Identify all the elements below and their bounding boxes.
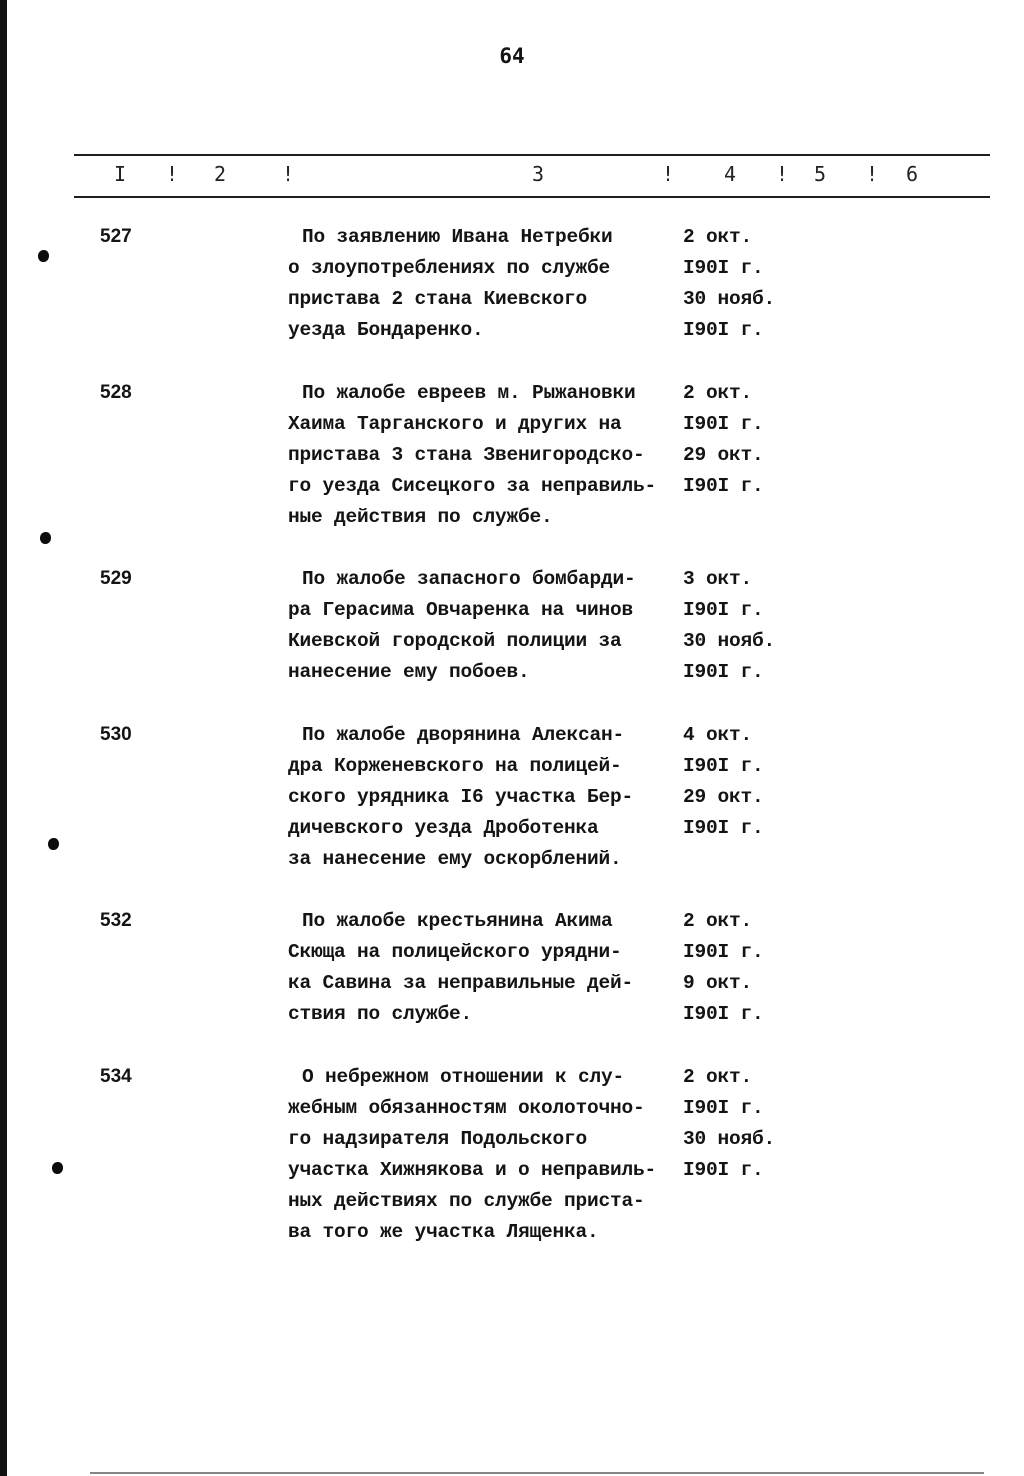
entry-description: ствия по службе. xyxy=(288,1003,473,1025)
entry-description: пристава 2 стана Киевского xyxy=(288,288,588,310)
page-number: 64 xyxy=(499,44,525,68)
entry-line xyxy=(288,222,808,253)
entry-description: По заявлению Ивана Нетребки xyxy=(302,226,613,248)
entry-date: 2 окт. xyxy=(683,910,753,932)
entry-date: 3 окт. xyxy=(683,568,753,590)
entry-date: I90I г. xyxy=(683,941,764,963)
entry-date: I90I г. xyxy=(683,661,764,683)
entry-line xyxy=(288,937,808,968)
entry-date: I90I г. xyxy=(683,257,764,279)
entry-date: 2 окт. xyxy=(683,382,753,404)
entry-line xyxy=(288,999,808,1030)
entry-description: ва того же участка Лященка. xyxy=(288,1221,599,1243)
entry-line xyxy=(288,253,808,284)
column-header-3: 3 xyxy=(532,162,545,186)
entry-number: 530 xyxy=(100,724,132,745)
entry-line xyxy=(288,1217,808,1248)
punch-hole-mark xyxy=(48,838,59,850)
entry-line xyxy=(288,564,808,595)
entry-date: 2 окт. xyxy=(683,226,753,248)
entry-line xyxy=(288,1124,808,1155)
entry-description: дра Корженевского на полицей- xyxy=(288,755,622,777)
entry-number: 528 xyxy=(100,382,132,403)
entry-description: го уезда Сисецкого за неправиль- xyxy=(288,475,657,497)
entry-date: 2 окт. xyxy=(683,1066,753,1088)
header-top-rule xyxy=(74,154,990,156)
entry-line xyxy=(288,1093,808,1124)
entry-line xyxy=(288,502,808,533)
entry-description: уезда Бондаренко. xyxy=(288,319,484,341)
entry-line xyxy=(288,720,808,751)
column-separator: ! xyxy=(776,162,789,186)
entry-date: 30 нояб. xyxy=(683,630,776,652)
entry-description: Хаима Тарганского и других на xyxy=(288,413,622,435)
entry-line xyxy=(288,1062,808,1093)
entry-description: По жалобе евреев м. Рыжановки xyxy=(302,382,636,404)
entry-line xyxy=(288,1186,808,1217)
entry-date: I90I г. xyxy=(683,475,764,497)
column-separator: ! xyxy=(662,162,675,186)
entry-description: ка Савина за неправильные дей- xyxy=(288,972,634,994)
entry-date: I90I г. xyxy=(683,817,764,839)
entry-date: 29 окт. xyxy=(683,444,764,466)
entry-description: По жалобе крестьянина Акима xyxy=(302,910,613,932)
column-header-6: 6 xyxy=(906,162,919,186)
column-separator: ! xyxy=(166,162,179,186)
column-separator: ! xyxy=(866,162,879,186)
entry-date: I90I г. xyxy=(683,1003,764,1025)
entry-text xyxy=(288,564,808,688)
punch-hole-mark xyxy=(40,532,51,544)
entry-date: 30 нояб. xyxy=(683,1128,776,1150)
entry-description: Скюща на полицейского урядни- xyxy=(288,941,622,963)
entry-date: I90I г. xyxy=(683,599,764,621)
entry-text xyxy=(288,906,808,1030)
entry-text xyxy=(288,720,808,875)
entry-description: за нанесение ему оскорблений. xyxy=(288,848,622,870)
entry-description: О небрежном отношении к слу- xyxy=(302,1066,625,1088)
entry-date: 30 нояб. xyxy=(683,288,776,310)
entry-text xyxy=(288,378,808,533)
scan-left-edge xyxy=(0,0,7,1476)
entry-date: I90I г. xyxy=(683,413,764,435)
entry-line xyxy=(288,1155,808,1186)
entry-number: 527 xyxy=(100,226,132,247)
column-header-2: 2 xyxy=(214,162,227,186)
entry-description: ского урядника I6 участка Бер- xyxy=(288,786,634,808)
entry-description: По жалобе запасного бомбарди- xyxy=(302,568,636,590)
entry-line xyxy=(288,968,808,999)
entry-description: Киевской городской полиции за xyxy=(288,630,622,652)
entry-description: ра Герасима Овчаренка на чинов xyxy=(288,599,634,621)
entry-date: I90I г. xyxy=(683,755,764,777)
entry-line xyxy=(288,844,808,875)
column-separator: ! xyxy=(282,162,295,186)
entry-line xyxy=(288,471,808,502)
entry-number: 529 xyxy=(100,568,132,589)
column-header-4: 4 xyxy=(724,162,737,186)
entry-date: I90I г. xyxy=(683,1097,764,1119)
header-bottom-rule xyxy=(74,196,990,198)
entry-line xyxy=(288,813,808,844)
entry-line xyxy=(288,378,808,409)
entry-text xyxy=(288,222,808,346)
entry-number: 532 xyxy=(100,910,132,931)
entry-line xyxy=(288,409,808,440)
entry-date: I90I г. xyxy=(683,1159,764,1181)
entry-description: пристава 3 стана Звенигородско- xyxy=(288,444,645,466)
entry-line xyxy=(288,751,808,782)
entry-line xyxy=(288,315,808,346)
entry-number: 534 xyxy=(100,1066,132,1087)
scan-bottom-edge xyxy=(90,1472,984,1474)
punch-hole-mark xyxy=(38,250,49,262)
entry-text xyxy=(288,1062,808,1248)
entry-line xyxy=(288,782,808,813)
table-header xyxy=(0,160,1024,190)
entry-description: ные действия по службе. xyxy=(288,506,553,528)
entry-line xyxy=(288,595,808,626)
entry-description: дичевского уезда Дроботенка xyxy=(288,817,599,839)
punch-hole-mark xyxy=(52,1162,63,1174)
entry-date: 9 окт. xyxy=(683,972,753,994)
entry-line xyxy=(288,657,808,688)
entry-line xyxy=(288,440,808,471)
entry-line xyxy=(288,284,808,315)
entry-description: нанесение ему побоев. xyxy=(288,661,530,683)
entry-date: I90I г. xyxy=(683,319,764,341)
entry-description: ных действиях по службе приста- xyxy=(288,1190,645,1212)
entry-description: жебным обязанностям околоточно- xyxy=(288,1097,645,1119)
entry-date: 29 окт. xyxy=(683,786,764,808)
entry-description: о злоупотреблениях по службе xyxy=(288,257,611,279)
column-header-5: 5 xyxy=(814,162,827,186)
entry-description: По жалобе дворянина Алексан- xyxy=(302,724,625,746)
column-header-1: I xyxy=(114,162,127,186)
entry-description: го надзирателя Подольского xyxy=(288,1128,588,1150)
entry-description: участка Хижнякова и о неправиль- xyxy=(288,1159,657,1181)
entry-line xyxy=(288,626,808,657)
entry-date: 4 окт. xyxy=(683,724,753,746)
entry-line xyxy=(288,906,808,937)
